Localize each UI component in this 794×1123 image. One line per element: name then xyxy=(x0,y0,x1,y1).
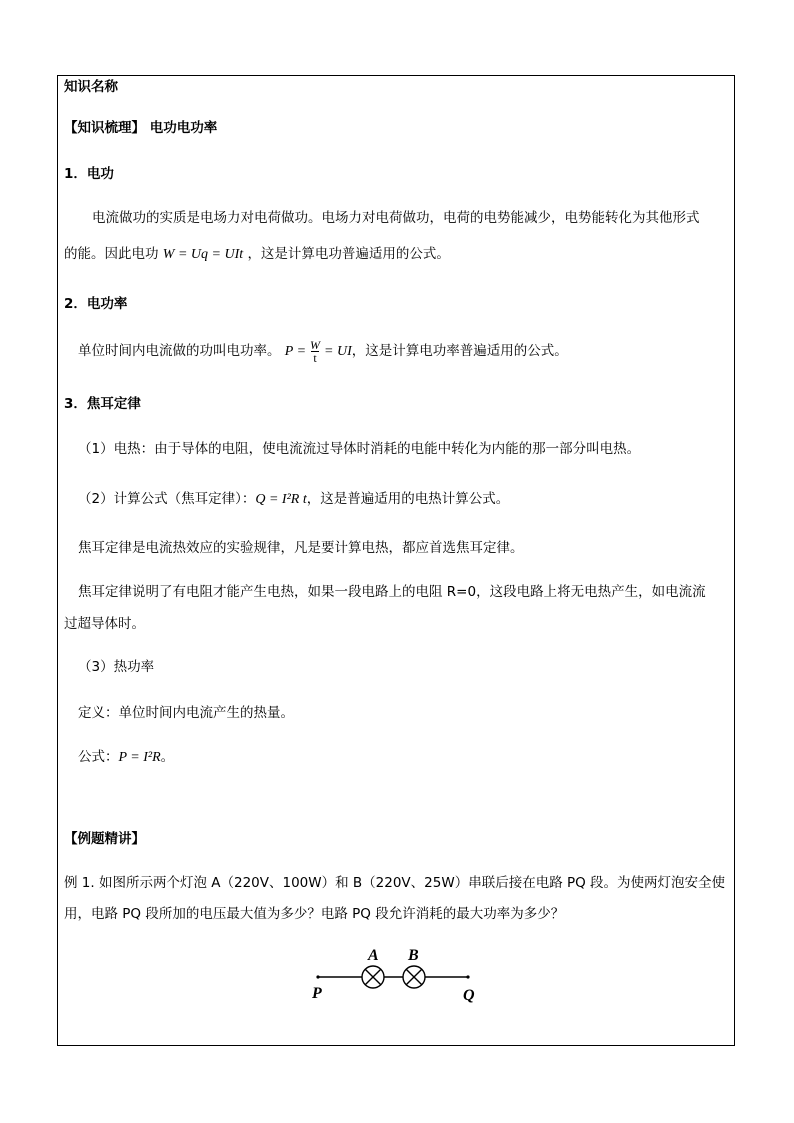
example-line2: 用，电路 PQ 段所加的电压最大值为多少？电路 PQ 段允许消耗的最大功率为多少？ xyxy=(64,906,565,922)
label-p: P xyxy=(312,985,322,1002)
label-b: B xyxy=(408,947,419,964)
circuit-diagram xyxy=(300,940,490,1005)
s1-paragraph-line2: 的能。因此电功 W = Uq = UIt ，这是计算电功普遍适用的公式。 xyxy=(64,246,450,262)
lamp-b-icon xyxy=(403,966,425,988)
s2-paragraph: 单位时间内电流做的功叫电功率。 P = $\frac{W}{t}$ = UI，这是计算电功率普遍适用的公式。 xyxy=(78,337,568,365)
s1-title: 1．电功 xyxy=(64,166,114,182)
heat-power-formula: P = I²R xyxy=(118,750,161,765)
lamp-a-icon xyxy=(362,966,384,988)
s3-item2: （2）计算公式（焦耳定律）：Q = I²R t，这是普遍适用的电热计算公式。 xyxy=(78,491,510,507)
section-title: 【知识梳理】 电功电功率 xyxy=(64,120,218,136)
s2-title: 2．电功率 xyxy=(64,296,128,312)
s3-formula-line: 公式：P = I²R。 xyxy=(78,749,175,765)
terminal-q xyxy=(466,975,469,978)
s3-note1: 焦耳定律是电流热效应的实验规律，凡是要计算电热，都应首选焦耳定律。 xyxy=(78,540,524,556)
label-q: Q xyxy=(463,987,475,1004)
s1-paragraph-line1: 电流做功的实质是电场力对电荷做功。电场力对电荷做功，电荷的电势能减少，电势能转化为其他形式 xyxy=(92,210,700,226)
terminal-p xyxy=(316,975,319,978)
joule-formula: Q = I²R t xyxy=(255,492,307,507)
s3-item1: （1）电热：由于导体的电阻，使电流流过导体时消耗的电能中转化为内能的那一部分叫电热。 xyxy=(78,441,641,457)
s3-title: 3．焦耳定律 xyxy=(64,396,141,412)
example-title: 【例题精讲】 xyxy=(64,831,145,847)
work-formula: W = Uq = UIt xyxy=(162,247,244,262)
power-fraction: $\frac{W}{t}$ xyxy=(310,337,321,365)
example-line1: 例 1. 如图所示两个灯泡 A（220V、100W）和 B（220V、25W）串联后接在电路 PQ 段。为使两灯泡安全使 xyxy=(64,875,726,891)
s3-note2-line1: 焦耳定律说明了有电阻才能产生电热，如果一段电路上的电阻 R=0，这段电路上将无电热产生，如电流流 xyxy=(78,584,706,600)
heading: 知识名称 xyxy=(64,79,118,95)
label-a: A xyxy=(368,947,379,964)
s3-note2-line2: 过超导体时。 xyxy=(64,616,145,632)
s3-definition: 定义：单位时间内电流产生的热量。 xyxy=(78,705,294,721)
s3-item3: （3）热功率 xyxy=(78,659,155,675)
